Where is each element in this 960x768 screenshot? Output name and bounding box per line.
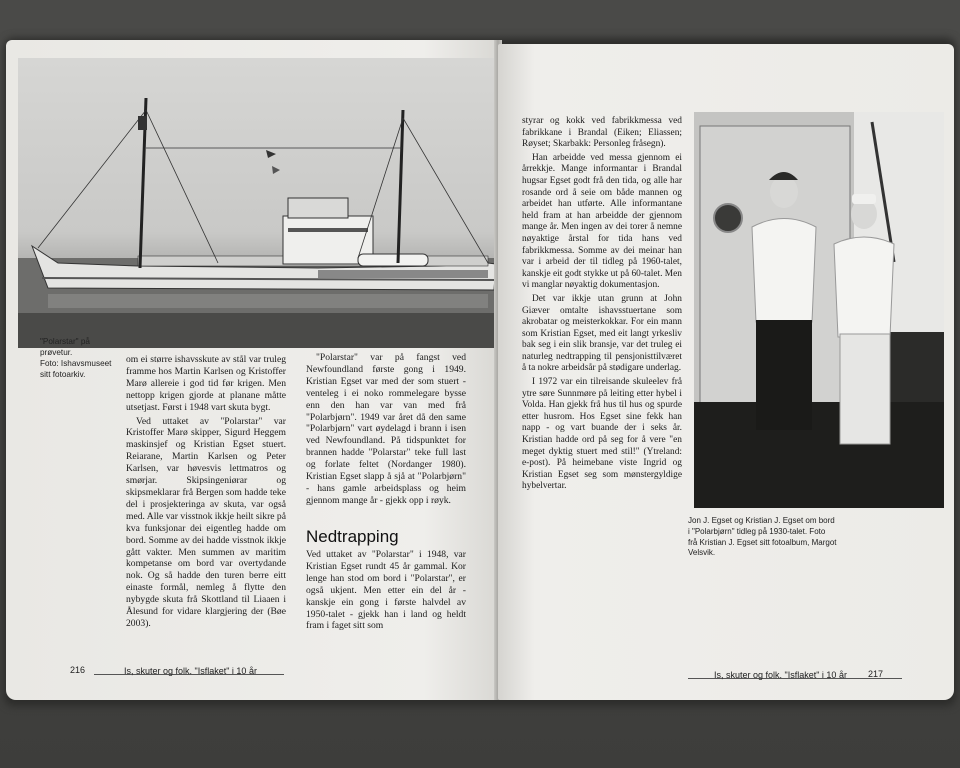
paragraph: styrar og kokk ved fabrikkmessa ved fabrikkane i Brandal (Eiken; Eliassen; Røyset; Skarbakk: Personleg fråsegn).	[522, 116, 682, 150]
ship-photo-caption: "Polarstar" på prøvetur. Foto: Ishavsmuseet sitt fotoarkiv.	[40, 337, 112, 379]
ship-illustration	[18, 58, 496, 348]
right-page	[498, 44, 954, 700]
crew-photo-egset	[694, 112, 944, 508]
crew-photo-caption: Jon J. Egset og Kristian J. Egset om bord i "Polarbjørn" tidleg på 1930-talet. Foto frå Kristian J. Egset sitt fotoalbum, Margot Velsvik.	[688, 516, 837, 558]
paragraph: Ved uttaket av "Polarstar" var Kristoffer Marø skipper, Sigurd Heggem maskinsjef og Kristian Egset stuert. Reiarane, Martin Karlsen og Peter Karlsen, var høvesvis lettmatros og smørjar. Skipsingeniørar og skipsmeklarar frå Bergen som hadde teke del i prosjekteringa av skuta, var også med. Alle var visstnok ikkje heilt sikre på kva funksjonar dei eigentleg hadde om bord. Somme av dei hadde visstnok ikkje gått vakter. Men summen av maritim kompetanse om bord var overtydande nok. Og så hadde den turen berre eitt einaste formål, nemleg å flytte den nybygde skuta frå Skottland til Liaaen i Ålesund for vidare klargjering der (Bøe 2003).	[126, 415, 286, 629]
page-number: 216	[70, 665, 86, 675]
crew-illustration	[694, 112, 944, 508]
left-column-2b	[306, 549, 466, 634]
ship-photo-polarstar	[18, 58, 496, 348]
paragraph: "Polarstar" var på fangst ved Newfoundland første gong i 1949. Kristian Egset var med der som stuert - venteleg i ei noko rommelegare bysse enn den han var van med frå "Polarbjørn". 1949 var året då den same "Polarbjørn" vart øydelagd i brann i isen ved Newfoundland. På tidspunktet for brannen hadde "Polarstar" teke full last og forlate feltet (Nordanger 1980). Kristian Egset slapp å sjå at "Polarbjørn" - hans gamle arbeidsplass og heim gjennom mange år - gjekk opp i røyk.	[306, 352, 466, 506]
left-column-1	[126, 354, 286, 632]
running-title: Is, skuter og folk. "Isflaket" i 10 år	[714, 670, 847, 680]
right-column	[522, 116, 682, 495]
left-column-2	[306, 352, 466, 509]
left-page	[6, 40, 498, 700]
paragraph: I 1972 var ein tilreisande skuleelev frå ytre søre Sunnmøre på leiting etter hybel i Volda. Han gjekk frå hus til hus og spurde etter husrom. Hos Egset sine fekk han napp - og vart buande der i seks år. Kristian hadde ord på seg for å vere "en meget dyktig stuert med stil!" (Ytreland: e-post). På heimebane viste Ingrid og Kristian Egset seg som mønstergyldige hybelvertar.	[522, 377, 682, 492]
paragraph: Det var ikkje utan grunn at John Giæver omtalte ishavsstuertane som akrobatar og meisterkokkar. For ein mann som Kristian Egset, med eit langt yrkesliv bak seg i ein slik bransje, var det truleg ei naturleg nedtrapping til pensjonisttilværet å ta nokre arbeidsår på stødigare underlag.	[522, 293, 682, 374]
paragraph: Ved uttaket av "Polarstar" i 1948, var Kristian Egset rundt 45 år gammal. Kor lenge han stod om bord i "Polarstar", er også ukjent. Men etter ein del år - kanskje ein gong i første halvdel av 1950-talet - gjekk han i land og heldt fram i faget sitt som	[306, 549, 466, 632]
paragraph: Han arbeidde ved messa gjennom ei årrekkje. Mange informantar i Brandal hugsar Egset godt frå den tida, og alle har rosande ord å seie om både mannen og arbeidet han utførte. Alle informantane held fram at han arbeidde der gjennom mange år. Men ingen av dei torer å nemne nøyaktige årstal for tida hans ved fabrikkmessa. Somme av dei meinar han var i arbeid der til tidleg på 1960-talet, kanskje eit godt stykke ut på 60-talet. Men vi manglar nøyaktig dokumentasjon.	[522, 152, 682, 291]
running-title: Is, skuter og folk. "Isflaket" i 10 år	[124, 666, 257, 676]
section-heading: Nedtrapping	[306, 527, 399, 546]
paragraph: om ei større ishavsskute av stål var truleg framme hos Martin Karlsen og Kristoffer Marø allereie i god tid før krigen. Men nettopp krigen gjorde at planane måtte utsetjast. Først i 1948 vart skuta bygt.	[126, 354, 286, 413]
page-number: 217	[868, 669, 884, 679]
